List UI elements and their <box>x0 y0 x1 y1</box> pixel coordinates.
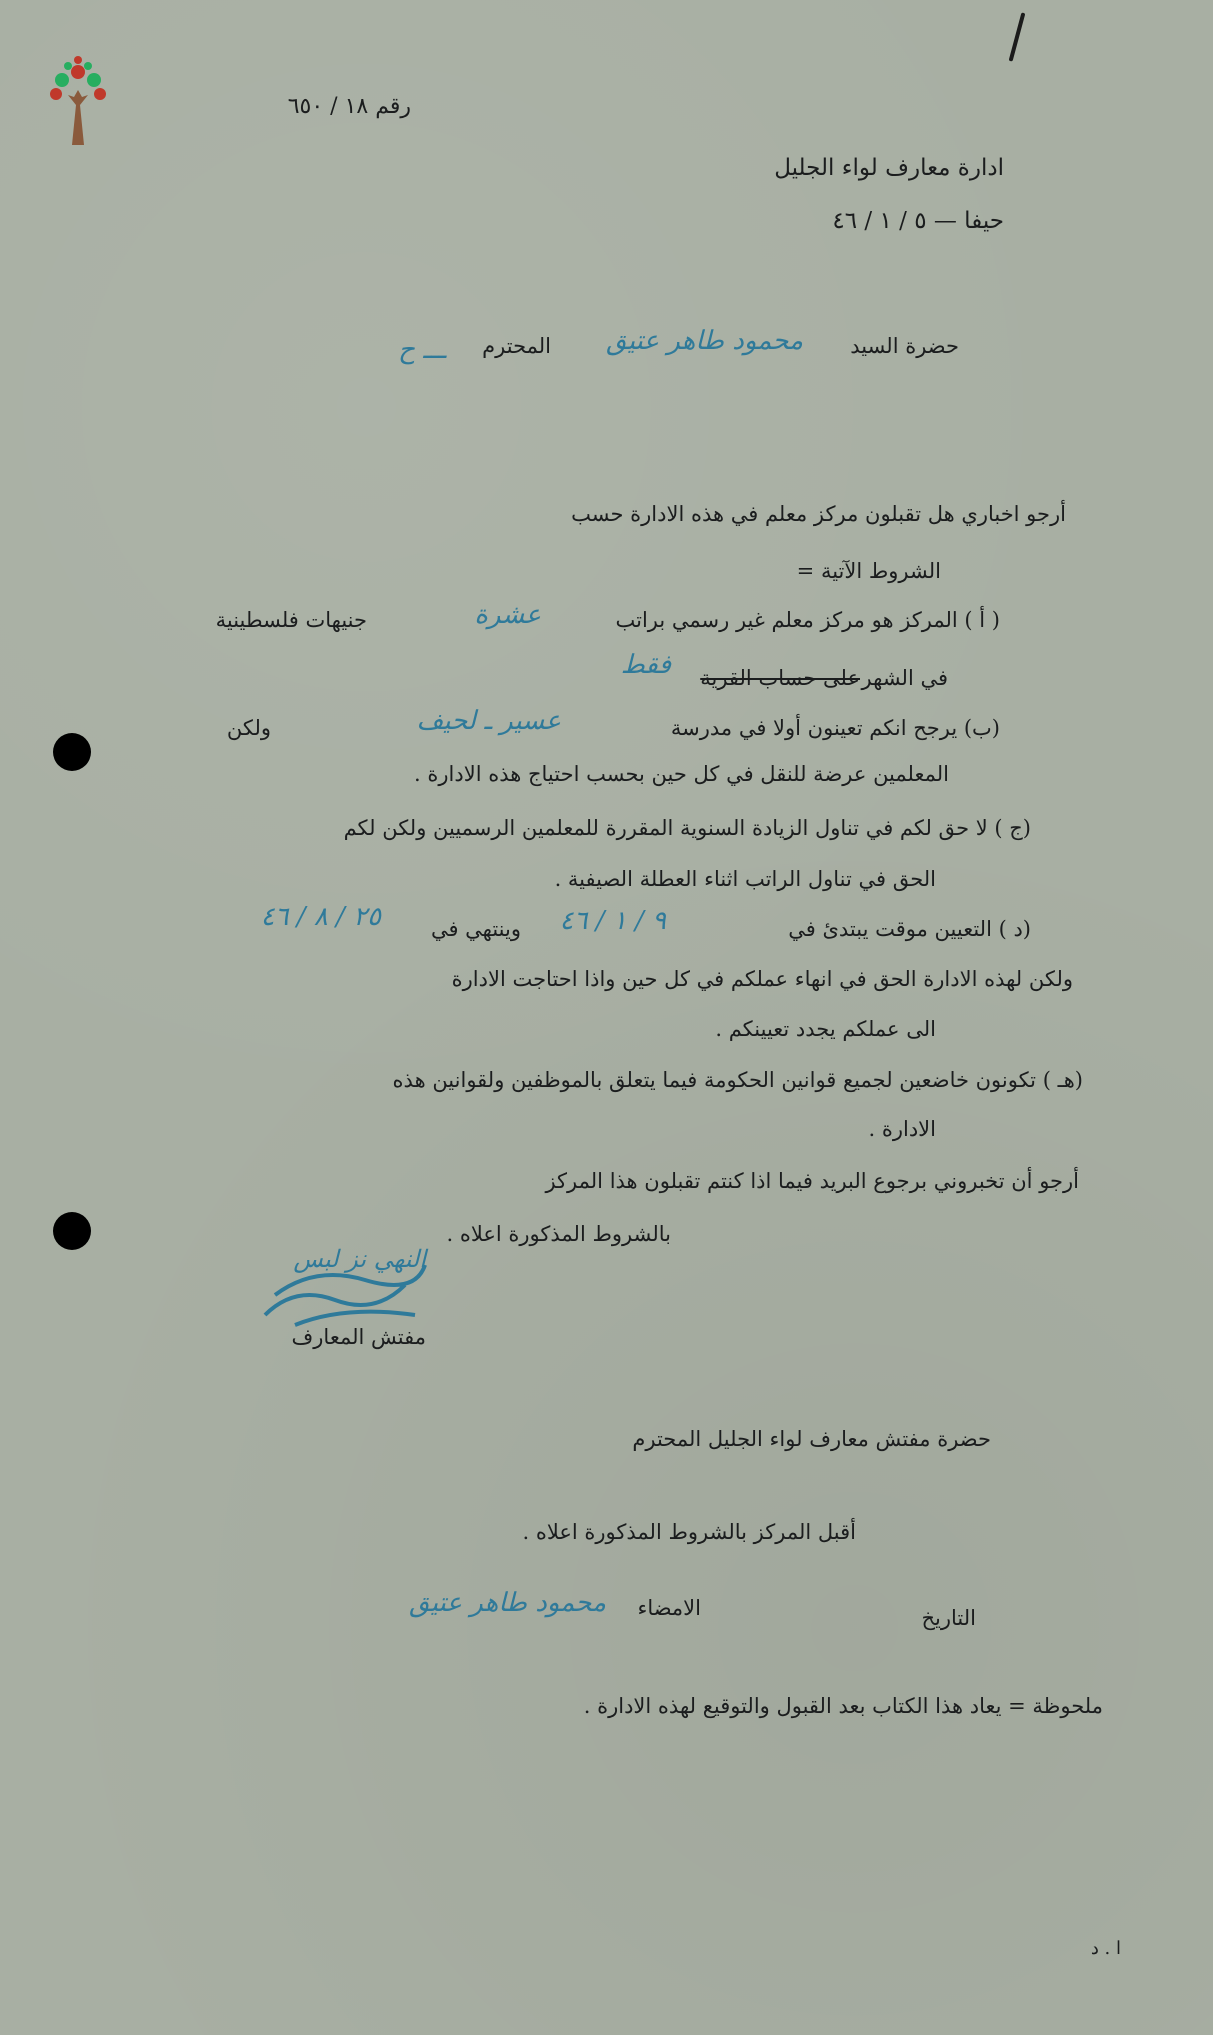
condition-d-start-date-handwritten: ٩ / ١ / ٤٦ <box>559 906 666 936</box>
condition-a-struck-text: على حساب القرية <box>700 666 860 690</box>
condition-d-line-2: ولكن لهذه الادارة الحق في انهاء عملكم في كل حين واذا احتاجت الادارة <box>451 967 1073 991</box>
condition-d-line-3: الى عملكم يجدد تعيينكم . <box>715 1017 936 1041</box>
condition-e-line-2: الادارة . <box>868 1117 936 1141</box>
salutation-prefix: حضرة السيد <box>850 334 959 358</box>
salutation-suffix: المحترم <box>482 334 551 358</box>
condition-d-end-date-handwritten: ٢٥ / ٨ / ٤٦ <box>260 902 381 932</box>
condition-b-line-2: المعلمين عرضة للنقل في كل حين بحسب احتياج هذه الادارة . <box>414 762 949 786</box>
tree-logo-icon <box>38 50 118 150</box>
reference-number: رقم ١٨ / ٦٥٠ <box>287 94 411 119</box>
condition-c-line-2: الحق في تناول الراتب اثناء العطلة الصيفية . <box>554 867 936 891</box>
condition-a-line-1-suffix: جنيهات فلسطينية <box>215 608 367 632</box>
condition-a-handwritten-addition: فقط <box>620 650 671 680</box>
reply-date-label: التاريخ <box>921 1606 976 1630</box>
salutation-mark-handwritten: ـــ ح <box>398 335 446 365</box>
binder-hole-bottom <box>53 1212 91 1250</box>
inspector-title: مفتش المعارف <box>291 1325 426 1349</box>
footer-mark: ا . د <box>1090 1938 1121 1959</box>
page-edge <box>1213 0 1221 2035</box>
binder-hole-top <box>53 733 91 771</box>
header-organization: ادارة معارف لواء الجليل <box>774 155 1004 181</box>
reply-signature-label: الامضاء <box>637 1596 701 1620</box>
body-intro-line-2: الشروط الآتية = <box>796 559 941 583</box>
header-place-date: حيفا — ٥ / ١ / ٤٦ <box>832 208 1004 234</box>
reply-salutation: حضرة مفتش معارف لواء الجليل المحترم <box>632 1427 991 1451</box>
condition-e-line-1: (هـ ) تكونون خاضعين لجميع قوانين الحكومة فيما يتعلق بالموظفين ولقوانين هذه <box>392 1068 1083 1092</box>
pencil-mark <box>1009 12 1026 61</box>
condition-d-line-1-prefix: (د ) التعيين موقت يبتدئ في <box>788 917 1031 941</box>
body-intro-line-1: أرجو اخباري هل تقبلون مركز معلم في هذه الادارة حسب <box>571 502 1066 526</box>
reply-signature-handwritten: محمود طاهر عتيق <box>409 1588 606 1618</box>
closing-line-1: أرجو أن تخبروني برجوع البريد فيما اذا كنتم تقبلون هذا المركز <box>545 1169 1079 1193</box>
condition-a-amount-handwritten: عشرة <box>474 600 541 630</box>
condition-b-line-1-prefix: (ب) يرجح انكم تعينون أولا في مدرسة <box>670 716 1000 740</box>
inspector-signature-handwritten: النهي نز لبس <box>293 1245 426 1273</box>
condition-d-line-1-middle: وينتهي في <box>430 917 521 941</box>
reply-acceptance: أقبل المركز بالشروط المذكورة اعلاه . <box>522 1520 856 1544</box>
salutation-name-handwritten: محمود طاهر عتيق <box>606 326 803 356</box>
condition-b-school-handwritten: عسير ـ لحيف <box>416 706 561 736</box>
condition-a-line-1-prefix: ( أ ) المركز هو مركز معلم غير رسمي براتب <box>615 608 1000 632</box>
note-line: ملحوظة = يعاد هذا الكتاب بعد القبول والتوقيع لهذه الادارة . <box>583 1694 1103 1718</box>
condition-b-line-1-suffix: ولكن <box>226 716 271 740</box>
condition-a-line-2-prefix: في الشهر <box>861 666 948 690</box>
closing-line-2: بالشروط المذكورة اعلاه . <box>446 1222 671 1246</box>
condition-c-line-1: (ج ) لا حق لكم في تناول الزيادة السنوية المقررة للمعلمين الرسميين ولكن لكم <box>343 816 1031 840</box>
